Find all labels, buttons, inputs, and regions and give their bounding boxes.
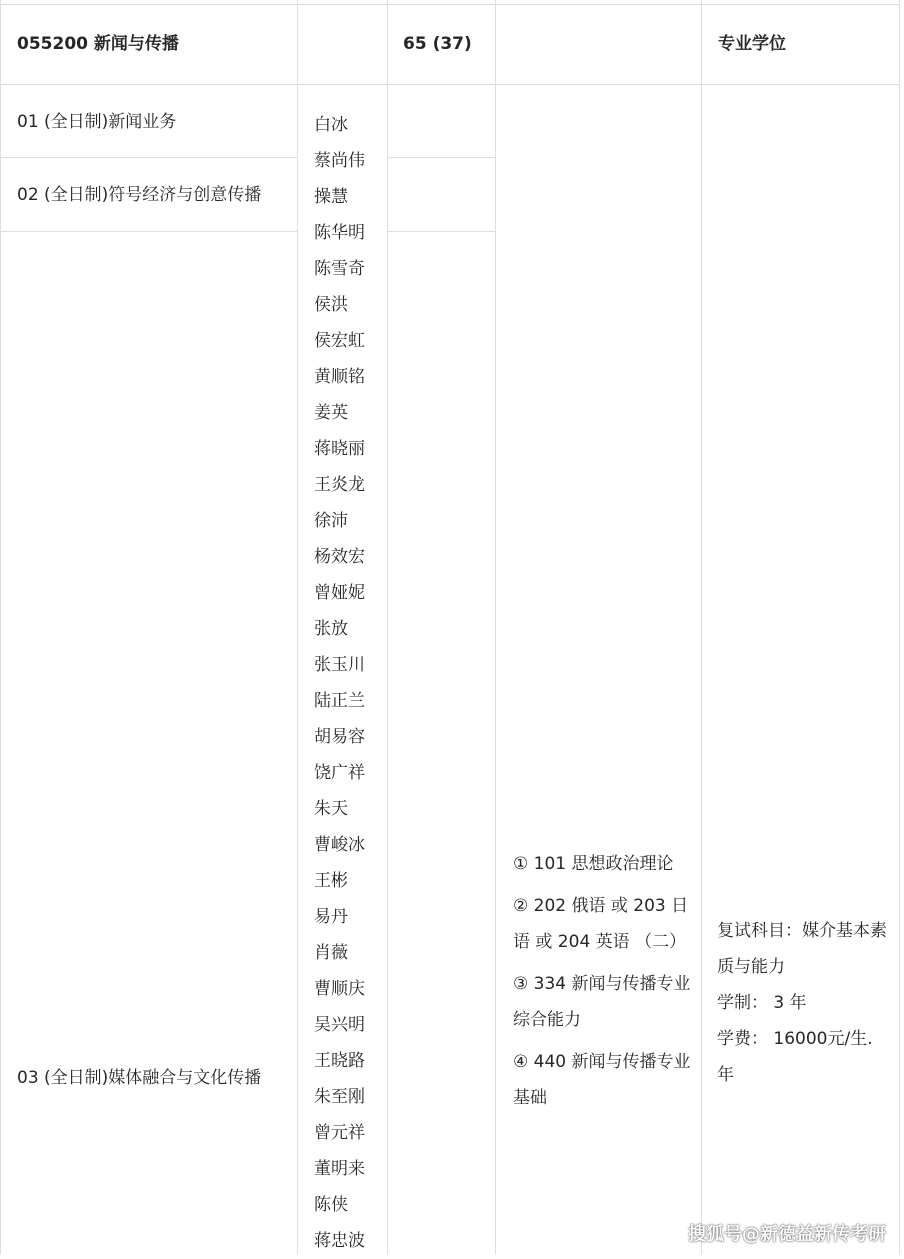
degree-type: 专业学位 [718,34,786,54]
advisor-name: 杨效宏 [314,547,365,567]
grid-line [0,4,900,5]
advisor-name: 徐沛 [314,511,348,531]
advisor-name: 操慧 [314,187,348,207]
grid-line [495,0,496,1254]
advisor-name: 曾娅妮 [314,583,365,603]
grid-line [0,231,298,232]
advisor-name: 蒋忠波 [314,1231,365,1251]
advisor-name: 张放 [314,619,348,639]
advisor-name: 蒋晓丽 [314,439,365,459]
advisor-name: 陈华明 [314,223,365,243]
grid-line [0,84,900,85]
exam-subject-list [513,846,693,1122]
advisor-name: 易丹 [314,907,348,927]
advisor-name: 朱天 [314,799,348,819]
retest-subject-note: 复试科目：媒介基本素质与能力 [717,921,887,977]
advisor-name: 胡易容 [314,727,365,747]
advisor-name: 王炎龙 [314,475,365,495]
advisor-name: 张玉川 [314,655,365,675]
tuition-note: 学费： 16000元/生.年 [717,1029,873,1085]
grid-line [701,0,702,1254]
advisor-name: 董明来 [314,1159,365,1179]
exam-subject: ③ 334 新闻与传播专业综合能力 [513,974,691,1030]
advisor-name: 肖薇 [314,943,348,963]
exam-subject: ① 101 思想政治理论 [513,854,674,874]
grid-line [0,0,1,1254]
advisor-name: 侯洪 [314,295,348,315]
duration-note: 学制： 3 年 [717,993,807,1013]
program-notes [717,913,889,1093]
advisor-name: 陈雪奇 [314,259,365,279]
direction-item: 03 (全日制)媒体融合与文化传播 [17,1068,262,1088]
advisor-list [314,107,394,1259]
advisor-name: 黄顺铭 [314,367,365,387]
exam-subject: ④ 440 新闻与传播专业基础 [513,1052,691,1108]
advisor-name: 曹顺庆 [314,979,365,999]
grid-line [0,157,298,158]
watermark-text: 搜狐号@新德益新传考研 [688,1224,886,1245]
advisor-name: 侯宏虹 [314,331,365,351]
enrollment-count: 65 (37) [403,34,472,54]
grid-line [899,0,900,1254]
advisor-name: 饶广祥 [314,763,365,783]
advisor-name: 曾元祥 [314,1123,365,1143]
advisor-name: 曹峻冰 [314,835,365,855]
advisor-name: 吴兴明 [314,1015,365,1035]
advisor-name: 白冰 [314,115,348,135]
advisor-name: 王晓路 [314,1051,365,1071]
advisor-name: 王彬 [314,871,348,891]
advisor-name: 蔡尚伟 [314,151,365,171]
advisor-name: 朱至刚 [314,1087,365,1107]
direction-item: 01 (全日制)新闻业务 [17,112,177,132]
direction-item: 02 (全日制)符号经济与创意传播 [17,185,262,205]
program-code-name: 055200 新闻与传播 [17,34,179,54]
advisor-name: 姜英 [314,403,348,423]
grid-line [388,157,496,158]
exam-subject: ② 202 俄语 或 203 日语 或 204 英语 （二） [513,896,689,952]
advisor-name: 陆正兰 [314,691,365,711]
grid-line [297,0,298,1254]
advisor-name: 陈侠 [314,1195,348,1215]
grid-line [388,231,496,232]
